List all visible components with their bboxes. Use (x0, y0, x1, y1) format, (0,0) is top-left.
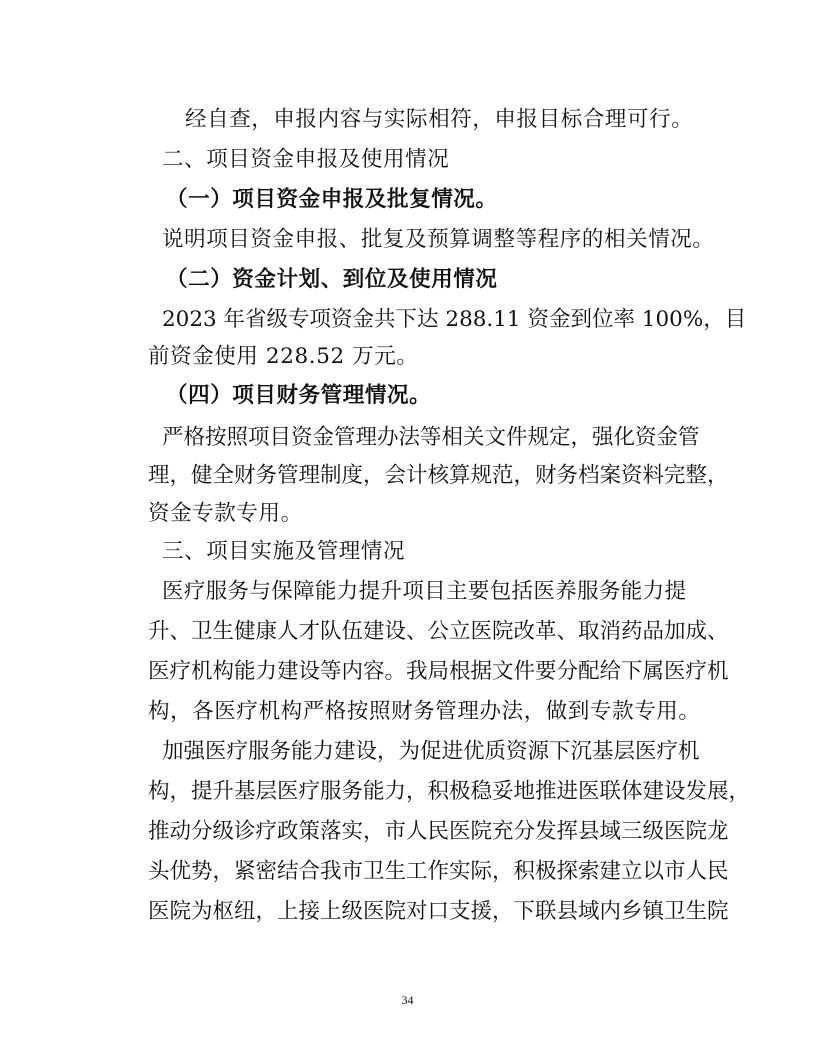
paragraph-line: 资金专款专用。 (148, 501, 303, 526)
paragraph-line: 医院为枢纽，上接上级医院对口支援，下联县域内乡镇卫生院 (148, 899, 729, 924)
paragraph-line: 医疗机构能力建设等内容。我局根据文件要分配给下属医疗机 (148, 659, 729, 684)
paragraph-line: 构，提升基层医疗服务能力，积极稳妥地推进医联体建设发展， (148, 779, 751, 804)
paragraph-line: 严格按照项目资金管理办法等相关文件规定，强化资金管 (162, 425, 700, 450)
paragraph-line: 经自查，申报内容与实际相符，申报目标合理可行。 (185, 107, 694, 132)
subsection-heading: （一）项目资金申报及批复情况。 (166, 187, 498, 212)
paragraph-line: 加强医疗服务能力建设，为促进优质资源下沉基层医疗机 (162, 739, 700, 764)
page-number: 34 (401, 993, 414, 1007)
paragraph-line: 医疗服务与保障能力提升项目主要包括医养服务能力提 (162, 579, 686, 604)
paragraph-line: 理，健全财务管理制度，会计核算规范，财务档案资料完整， (148, 463, 729, 488)
paragraph-line: 2023 年省级专项资金共下达 288.11 资金到位率 100%，目 (162, 307, 747, 332)
paragraph-line: 推动分级诊疗政策落实，市人民医院充分发挥县域三级医院龙 (148, 819, 729, 844)
paragraph-line: 头优势，紧密结合我市卫生工作实际，积极探索建立以市人民 (148, 859, 729, 884)
paragraph-line: 升、卫生健康人才队伍建设、公立医院改革、取消药品加成、 (148, 619, 729, 644)
section-heading: 三、项目实施及管理情况 (162, 539, 406, 564)
paragraph-line: 前资金使用 228.52 万元。 (148, 344, 419, 369)
subsection-heading: （二）资金计划、到位及使用情况 (166, 267, 498, 292)
paragraph-line: 说明项目资金申报、批复及预算调整等程序的相关情况。 (162, 227, 715, 252)
subsection-heading: （四）项目财务管理情况。 (166, 383, 432, 408)
section-heading: 二、项目资金申报及使用情况 (162, 147, 450, 172)
paragraph-line: 构，各医疗机构严格按照财务管理办法，做到专款专用。 (148, 699, 701, 724)
